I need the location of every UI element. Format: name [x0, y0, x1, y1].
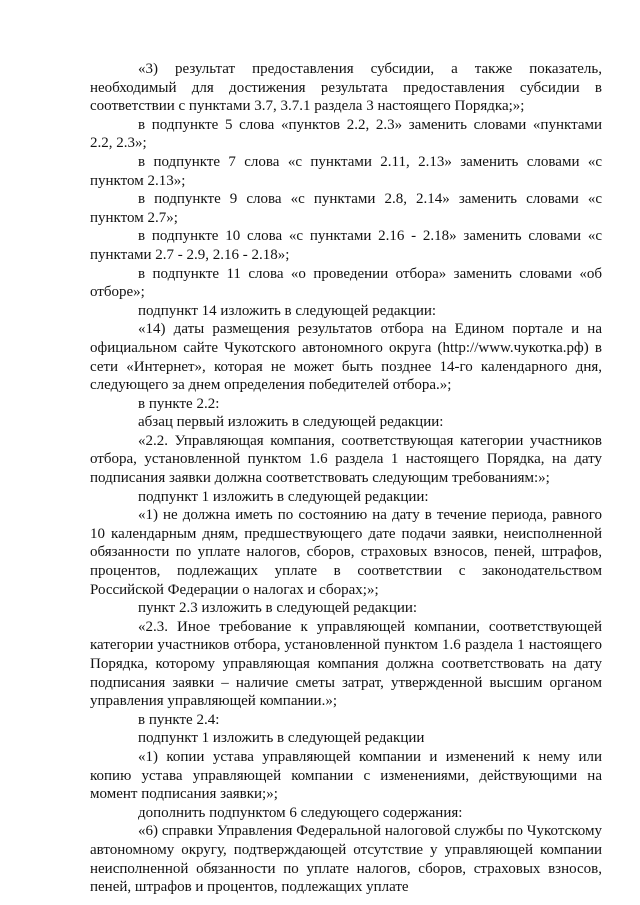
paragraph: «2.2. Управляющая компания, соответствующая категории участников отбора, установленной пунктом 1.6 раздела 1 настоящего Порядка, на дату подписания заявки должна соответствовать следующим требованиям:»;: [90, 432, 602, 487]
paragraph: в пункте 2.4:: [138, 711, 220, 728]
document-page: [90, 60, 602, 897]
paragraph: пункт 2.3 изложить в следующей редакции:: [138, 600, 418, 617]
paragraph: дополнить подпунктом 6 следующего содержания:: [138, 804, 463, 821]
paragraph: в подпункте 5 слова «пунктов 2.2, 2.3» заменить словами «пунктами 2.2, 2.3»;: [90, 116, 602, 152]
paragraph: «6) справки Управления Федеральной налоговой службы по Чукотскому автономному округу, подтверждающей отсутствие у управляющей компании неисполненной обязанности по уплате налогов, сборов, страховых взносов, пеней, штрафов и процентов, подлежащих уплате: [90, 823, 602, 896]
paragraph: в пункте 2.2:: [138, 395, 220, 412]
paragraph: подпункт 14 изложить в следующей редакции:: [138, 302, 437, 319]
paragraph: в подпункте 7 слова «с пунктами 2.11, 2.13» заменить словами «с пунктом 2.13»;: [90, 153, 602, 189]
paragraph: в подпункте 10 слова «с пунктами 2.16 - 2.18» заменить словами «с пунктами 2.7 - 2.9, 2.16 - 2.18»;: [90, 228, 602, 263]
paragraph: «3) результат предоставления субсидии, а также показатель, необходимый для достижения результата предоставления субсидии в соответствии с пунктами 3.7, 3.7.1 раздела 3 настоящего Порядка;»;: [90, 61, 602, 115]
paragraph: подпункт 1 изложить в следующей редакции: [138, 730, 425, 747]
paragraph: «2.3. Иное требование к управляющей компании, соответствующей категории участников отбора, установленной пунктом 1.6 раздела 1 настоящего Порядка, которому управляющая компания должна соответствовать на дату подписания заявки – наличие сметы затрат, утвержденной высшим органом управления управляющей компании.»;: [90, 618, 602, 710]
paragraph: подпункт 1 изложить в следующей редакции:: [138, 488, 429, 505]
paragraph: в подпункте 11 слова «о проведении отбора» заменить словами «об отборе»;: [90, 265, 602, 301]
paragraph: «14) даты размещения результатов отбора на Едином портале и на официальном сайте Чукотского автономного округа (http://www.чукотка.рф) в сети «Интернет», которая не может быть позднее 14-го календарного дня, следующего за днем определения победителей отбора.»;: [90, 321, 602, 394]
paragraph: «1) не должна иметь по состоянию на дату в течение периода, равного 10 календарным дням, предшествующего дате подачи заявки, неисполненной обязанности по уплате налогов, сборов, страховых взносов, пеней, штрафов, процентов, подлежащих уплате в соответствии с законодательством Российской Федерации о налогах и сборах;»;: [90, 507, 602, 598]
paragraph: в подпункте 9 слова «с пунктами 2.8, 2.14» заменить словами «с пунктом 2.7»;: [90, 191, 602, 226]
paragraph: абзац первый изложить в следующей редакции:: [138, 414, 444, 431]
paragraph: «1) копии устава управляющей компании и изменений к нему или копию устава управляющей компании с изменениями, действующими на момент подписания заявки;»;: [90, 748, 602, 803]
